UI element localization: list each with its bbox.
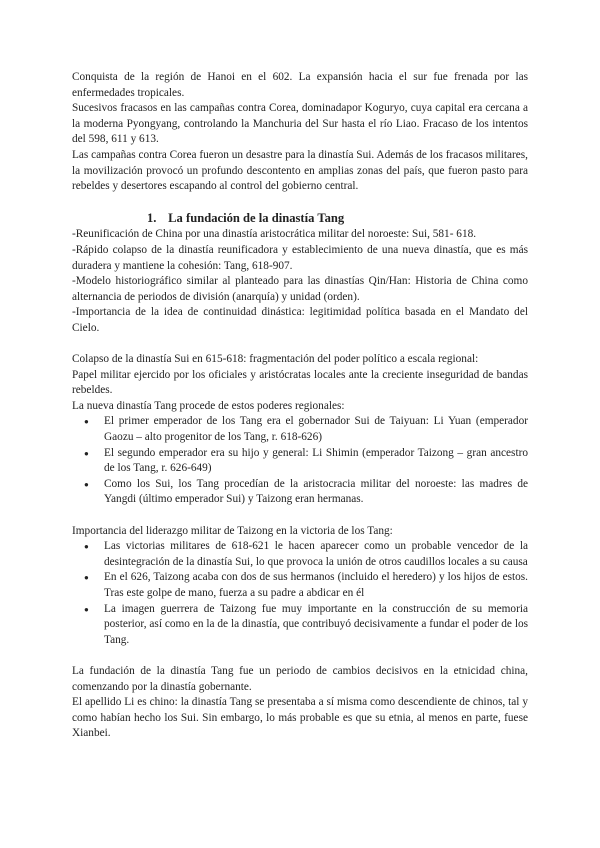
paragraph-corea-fracasos: Sucesivos fracasos en las campañas contra Corea, dominadapor Koguryo, cuya capital era cercana a la moderna Pyongyang, controlando la Manchuria del Sur hasta el río Liao. Fracaso de los intentos del 598, 611 y 613. (72, 102, 528, 146)
point-continuidad: -Importancia de la idea de continuidad dinástica: legitimidad política basada en el Mandato del Cielo. (72, 306, 528, 334)
paragraph-nueva-dinastia: La nueva dinastía Tang procede de estos poderes regionales: (72, 399, 345, 412)
list-item: ● En el 626, Taizong acaba con dos de sus hermanos (incluido el heredero) y los hijos de estos. Tras este golpe de mano, fuerza a su padre a abdicar en él (72, 570, 528, 601)
point-reunificacion: -Reunificación de China por una dinastía aristocrática militar del noroeste: Sui, 581- 618. (72, 228, 477, 241)
section-heading (72, 210, 528, 227)
list-item: ● La imagen guerrera de Taizong fue muy importante en la construcción de su memoria posterior, así como en la de la dinastía, que contribuyó decisivamente a fundar el poder de los Tang. (72, 602, 528, 649)
section-title: La fundación de la dinastía Tang (168, 211, 345, 226)
point-colapso: -Rápido colapso de la dinastía reunificadora y establecimiento de una nueva dinastía, que es más duradera y mantiene la cohesión: Tang, 618-907. (72, 243, 528, 272)
bullet-list-liderazgo (72, 539, 528, 648)
spacer (72, 195, 528, 211)
spacer (72, 508, 528, 524)
paragraph-corea-desastre: Las campañas contra Corea fueron un desastre para la dinastía Sui. Además de los fracasos militares, la movilización provocó un profundo descontento en amplias zonas del país, que fueron pasto para rebeldes y desertores escapando al control del gobierno central. (72, 148, 528, 193)
list-item: ● Como los Sui, los Tang procedían de la aristocracia militar del noroeste: las madres de Yangdi (último emperador Sui) y Taizong eran hermanas. (72, 477, 528, 508)
paragraph-colapso-sui: Colapso de la dinastía Sui en 615-618: fragmentación del poder político a escala regional: (72, 353, 479, 366)
paragraph-papel-militar: Papel militar ejercido por los oficiales y aristócratas locales ante la creciente inseguridad de bandas rebeldes. (72, 368, 528, 397)
paragraph-apellido-li: El apellido Li es chino: la dinastía Tang se presentaba a sí misma como descendiente de chinos, tal y como habían hecho los Sui. Sin embargo, lo más probable es que su etnia, al menos en parte, fuese Xianbei. (72, 696, 528, 740)
section-number: 1. (147, 211, 157, 226)
list-item: ● El primer emperador de los Tang era el gobernador Sui de Taiyuan: Li Yuan (emperador Gaozu – alto progenitor de los Tang, r. 618-626) (72, 414, 528, 445)
spacer (72, 337, 528, 353)
spacer (72, 648, 528, 664)
document-page (72, 70, 528, 742)
paragraph-hanoi: Conquista de la región de Hanoi en el 602. La expansión hacia el sur fue frenada por las enfermedades tropicales. (72, 71, 528, 99)
bullet-list-emperadores (72, 414, 528, 508)
list-item: ● Las victorias militares de 618-621 le hacen aparecer como un probable vencedor de la desintegración de la dinastía Sui, lo que provoca la unión de otros caudillos locales a su causa (72, 539, 528, 570)
point-modelo: -Modelo historiográfico similar al planteado para las dinastías Qin/Han: Historia de China como alternancia de periodos de división (anarquía) y unidad (orden). (72, 275, 528, 303)
list-item: ● El segundo emperador era su hijo y general: Li Shimin (emperador Taizong – gran ancestro de los Tang, r. 626-649) (72, 446, 528, 477)
paragraph-liderazgo: Importancia del liderazgo militar de Taizong en la victoria de los Tang: (72, 524, 393, 537)
paragraph-etnicidad: La fundación de la dinastía Tang fue un periodo de cambios decisivos en la etnicidad china, comenzando por la dinastía gobernante. (72, 664, 528, 693)
